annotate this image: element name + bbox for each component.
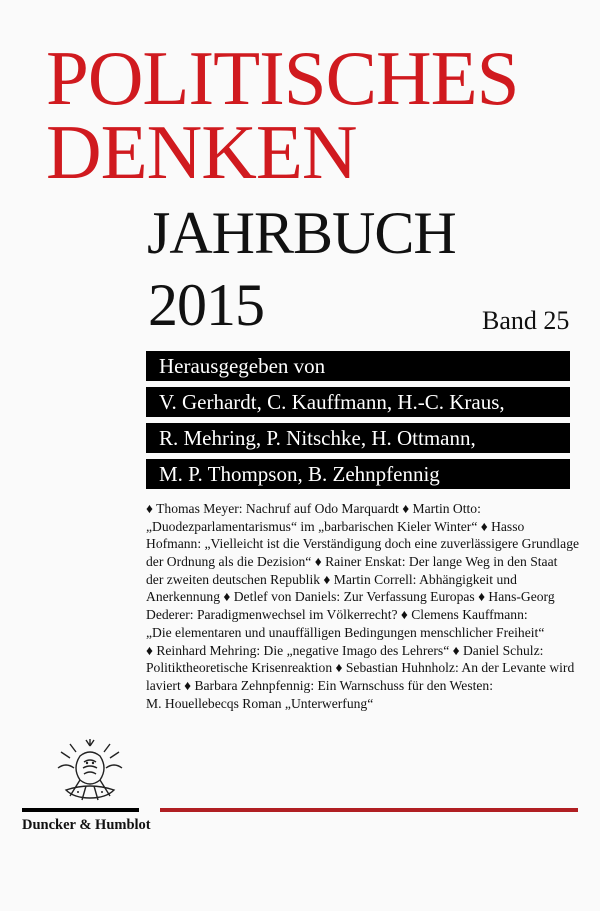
editors-line-3: M. P. Thompson, B. Zehnpfennig — [146, 459, 570, 489]
subtitle-jahrbuch: JAHRBUCH — [147, 200, 456, 266]
editors-heading: Herausgegeben von — [146, 351, 570, 381]
editors-line-1: V. Gerhardt, C. Kauffmann, H.-C. Kraus, — [146, 387, 570, 417]
publisher-rule-black — [22, 808, 139, 812]
contents-line: „Die elementaren und unauffälligen Bedingungen menschlicher Freiheit“ — [146, 624, 545, 640]
contents-line: Anerkennung ♦ Detlef von Daniels: Zur Verfassung Europas ♦ Hans-Georg — [146, 589, 555, 605]
publisher-emblem-icon — [56, 738, 124, 804]
publisher-rule-red — [160, 808, 578, 812]
contents-line: der Ordnung als die Dezision“ ♦ Rainer Enskat: Der lange Weg in den Staat — [146, 554, 558, 570]
contents-line: Dederer: Paradigmenwechsel im Völkerrecht? ♦ Clemens Kauffmann: — [146, 607, 528, 623]
contents-line: ♦ Reinhard Mehring: Die „negative Imago des Lehrers“ ♦ Daniel Schulz: — [146, 642, 544, 658]
contents-line: Politiktheoretische Krisenreaktion ♦ Sebastian Huhnholz: An der Levante wird — [146, 660, 575, 676]
contents-line: Hofmann: „Vielleicht ist die Verständigung doch eine zuverlässigere Grundlage — [146, 536, 580, 552]
editors-line-2: R. Mehring, P. Nitschke, H. Ottmann, — [146, 423, 570, 453]
contents-line: ♦ Thomas Meyer: Nachruf auf Odo Marquardt ♦ Martin Otto: — [146, 501, 481, 516]
title-line-2: DENKEN — [46, 109, 357, 195]
volume-label: Band 25 — [482, 306, 570, 335]
contents-line: „Duodezparlamentarismus“ im „barbarischen Kieler Winter“ ♦ Hasso — [146, 518, 525, 534]
subtitle-year: 2015 — [148, 272, 264, 338]
contents-line: laviert ♦ Barbara Zehnpfennig: Ein Warnschuss für den Westen: — [146, 677, 494, 693]
title-line-1: POLITISCHES — [46, 35, 519, 121]
publisher-name: Duncker & Humblot — [22, 817, 151, 833]
contents-line: M. Houellebecqs Roman „Unterwerfung“ — [146, 695, 374, 711]
table-of-contents — [146, 500, 580, 712]
contents-line: der zweiten deutschen Republik ♦ Martin Correll: Abhängigkeit und — [146, 571, 517, 587]
